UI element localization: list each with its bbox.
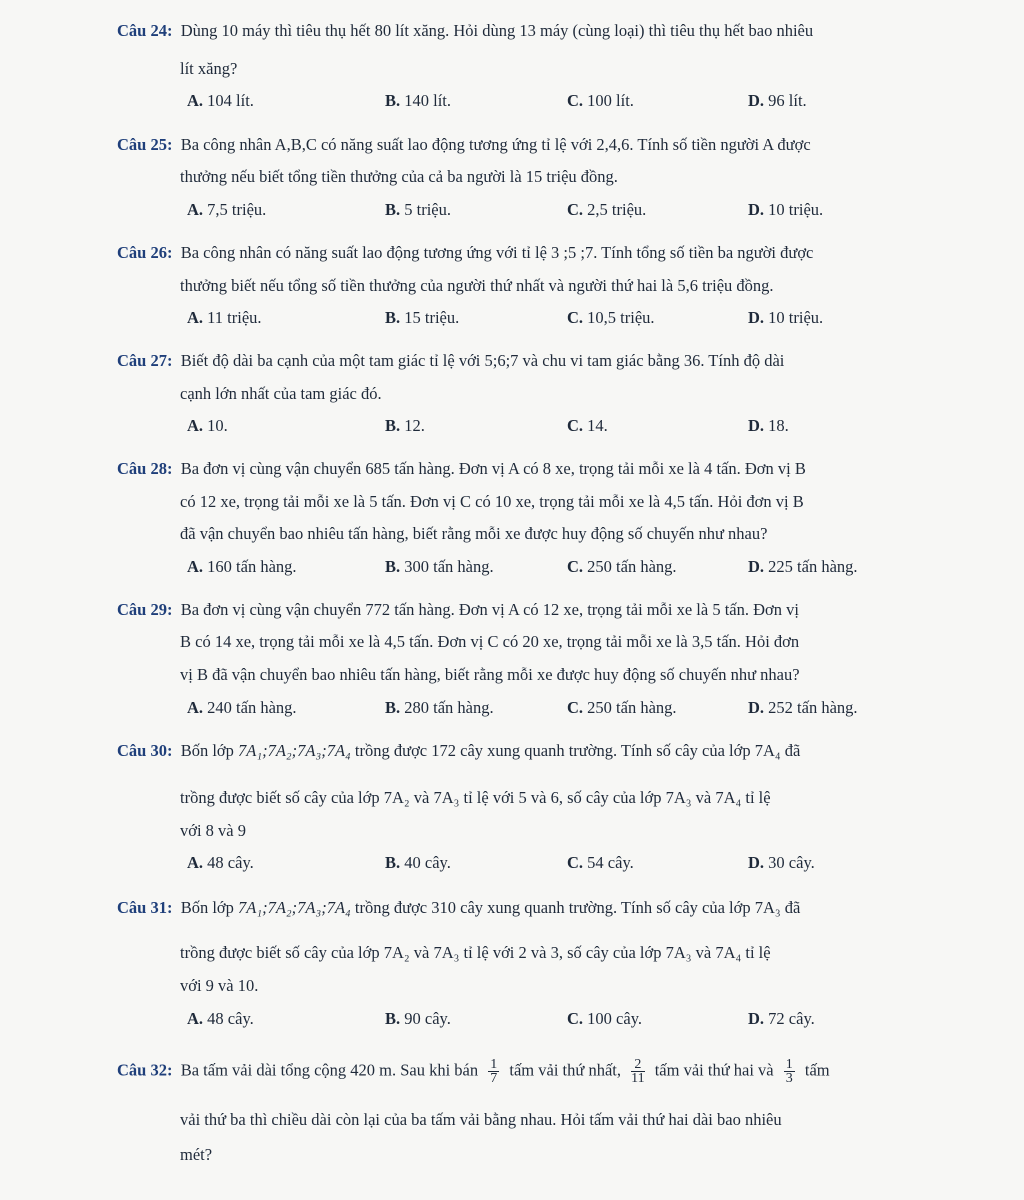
fraction: $\frac{1}{3}$ xyxy=(785,1057,793,1086)
option-b[interactable]: B. 90 cây. xyxy=(385,1009,451,1028)
question-text: thưởng nếu biết tổng tiền thưởng của cả ba người là 15 triệu đồng. xyxy=(180,167,618,186)
question-text: Biết độ dài ba cạnh của một tam giác tỉ lệ với 5;6;7 và chu vi tam giác bằng 36. Tính độ dài xyxy=(180,351,785,370)
question-text: lít xăng? xyxy=(180,59,238,78)
question-text: thưởng biết nếu tổng số tiền thưởng của người thứ nhất và người thứ hai là 5,6 triệu đồng. xyxy=(180,276,774,295)
question-text: có 12 xe, trọng tải mỗi xe là 5 tấn. Đơn vị C có 10 xe, trọng tải mỗi xe là 4,5 tấn. Hỏi đơn vị B xyxy=(180,492,804,511)
option-d[interactable]: D. 18. xyxy=(748,416,789,435)
question-text-line xyxy=(117,897,800,919)
question-text-line xyxy=(117,242,813,264)
option-b[interactable]: B. 40 cây. xyxy=(385,853,451,872)
option-c[interactable]: C. 100 lít. xyxy=(567,91,634,110)
question-text: trồng được 310 cây xung quanh trường. Tính số cây của lớp 7A₃ đã xyxy=(354,898,801,917)
question-text: cạnh lớn nhất của tam giác đó. xyxy=(180,384,382,403)
question-text: Ba tấm vải dài tổng cộng 420 m. Sau khi bán xyxy=(180,1060,479,1080)
question-number: Câu 29: xyxy=(117,600,173,619)
question-number: Câu 26: xyxy=(117,243,173,262)
fraction: $\frac{2}{11}$ xyxy=(631,1057,645,1086)
option-d[interactable]: D. 96 lít. xyxy=(748,91,807,110)
class-list: 7A₁;7A₂;7A₃;7A₄ xyxy=(238,741,351,760)
question-text: tấm vải thứ hai và xyxy=(654,1060,774,1080)
option-c[interactable]: C. 54 cây. xyxy=(567,853,634,872)
fraction: $\frac{1}{7}$ xyxy=(490,1057,498,1086)
option-d[interactable]: D. 252 tấn hàng. xyxy=(748,698,858,717)
question-text: Bốn lớp xyxy=(180,741,234,760)
option-c[interactable]: C. 250 tấn hàng. xyxy=(567,557,677,576)
option-b[interactable]: B. 140 lít. xyxy=(385,91,452,110)
question-number: Câu 28: xyxy=(117,459,173,478)
question-text: Ba đơn vị cùng vận chuyển 685 tấn hàng. Đơn vị A có 8 xe, trọng tải mỗi xe là 4 tấn. Đơn vị B xyxy=(180,459,806,478)
question-text-line xyxy=(117,599,799,621)
question-text: Bốn lớp xyxy=(180,898,234,917)
option-a[interactable]: A. 48 cây. xyxy=(187,853,254,872)
option-a[interactable]: A. 10. xyxy=(187,416,228,435)
option-c[interactable]: C. 250 tấn hàng. xyxy=(567,698,677,717)
class-list: 7A₁;7A₂;7A₃;7A₄ xyxy=(238,898,351,917)
question-text: trồng được biết số cây của lớp 7A₂ và 7A₃ tỉ lệ với 2 và 3, số cây của lớp 7A₃ và 7A₄ tỉ lệ xyxy=(180,943,771,962)
option-d[interactable]: D. 10 triệu. xyxy=(748,200,824,219)
question-text-line xyxy=(117,458,806,480)
question-text-line xyxy=(117,740,800,762)
question-text: vị B đã vận chuyển bao nhiêu tấn hàng, biết rằng mỗi xe được huy động số chuyến như nhau? xyxy=(180,665,800,684)
option-b[interactable]: B. 280 tấn hàng. xyxy=(385,698,494,717)
option-d[interactable]: D. 225 tấn hàng. xyxy=(748,557,858,576)
question-number: Câu 25: xyxy=(117,135,173,154)
question-text-line xyxy=(117,20,813,42)
question-text: đã vận chuyển bao nhiêu tấn hàng, biết rằng mỗi xe được huy động số chuyến như nhau? xyxy=(180,524,768,543)
question-number: Câu 27: xyxy=(117,351,173,370)
question-text: tấm xyxy=(804,1060,830,1080)
option-d[interactable]: D. 10 triệu. xyxy=(748,308,824,327)
option-a[interactable]: A. 11 triệu. xyxy=(187,308,262,327)
question-text-line xyxy=(117,1058,830,1085)
option-a[interactable]: A. 7,5 triệu. xyxy=(187,200,267,219)
question-text: Ba đơn vị cùng vận chuyển 772 tấn hàng. Đơn vị A có 12 xe, trọng tải mỗi xe là 5 tấn. Đơn vị xyxy=(180,600,799,619)
question-number: Câu 31: xyxy=(117,898,173,917)
question-number: Câu 32: xyxy=(117,1060,173,1080)
question-text: trồng được 172 cây xung quanh trường. Tính số cây của lớp 7A₄ đã xyxy=(354,741,801,760)
question-number: Câu 30: xyxy=(117,741,173,760)
question-text: Ba công nhân có năng suất lao động tương ứng với tỉ lệ 3 ;5 ;7. Tính tổng số tiền ba người được xyxy=(180,243,814,262)
option-b[interactable]: B. 300 tấn hàng. xyxy=(385,557,494,576)
option-c[interactable]: C. 10,5 triệu. xyxy=(567,308,655,327)
question-text: tấm vải thứ nhất, xyxy=(509,1060,621,1080)
option-b[interactable]: B. 5 triệu. xyxy=(385,200,452,219)
question-number: Câu 24: xyxy=(117,21,173,40)
question-text: với 8 và 9 xyxy=(180,821,247,840)
option-c[interactable]: C. 100 cây. xyxy=(567,1009,642,1028)
question-text: vải thứ ba thì chiều dài còn lại của ba tấm vải bằng nhau. Hỏi tấm vải thứ hai dài bao nhiêu xyxy=(180,1110,782,1129)
option-a[interactable]: A. 104 lít. xyxy=(187,91,254,110)
option-b[interactable]: B. 12. xyxy=(385,416,425,435)
option-d[interactable]: D. 72 cây. xyxy=(748,1009,815,1028)
question-text-line xyxy=(117,134,811,156)
option-c[interactable]: C. 14. xyxy=(567,416,608,435)
question-text: Dùng 10 máy thì tiêu thụ hết 80 lít xăng. Hỏi dùng 13 máy (cùng loại) thì tiêu thụ hết bao nhiêu xyxy=(180,21,814,40)
option-a[interactable]: A. 48 cây. xyxy=(187,1009,254,1028)
question-text: với 9 và 10. xyxy=(180,976,259,995)
option-d[interactable]: D. 30 cây. xyxy=(748,853,815,872)
option-a[interactable]: A. 240 tấn hàng. xyxy=(187,698,297,717)
question-text: trồng được biết số cây của lớp 7A₂ và 7A₃ tỉ lệ với 5 và 6, số cây của lớp 7A₃ và 7A₄ tỉ lệ xyxy=(180,788,771,807)
option-b[interactable]: B. 15 triệu. xyxy=(385,308,460,327)
question-text: Ba công nhân A,B,C có năng suất lao động tương ứng tỉ lệ với 2,4,6. Tính số tiền người A được xyxy=(180,135,811,154)
question-text-line xyxy=(117,350,784,372)
question-text: mét? xyxy=(180,1145,213,1164)
question-text: B có 14 xe, trọng tải mỗi xe là 4,5 tấn. Đơn vị C có 20 xe, trọng tải mỗi xe là 3,5 tấn. Hỏi đơn xyxy=(180,632,800,651)
option-a[interactable]: A. 160 tấn hàng. xyxy=(187,557,297,576)
option-c[interactable]: C. 2,5 triệu. xyxy=(567,200,647,219)
